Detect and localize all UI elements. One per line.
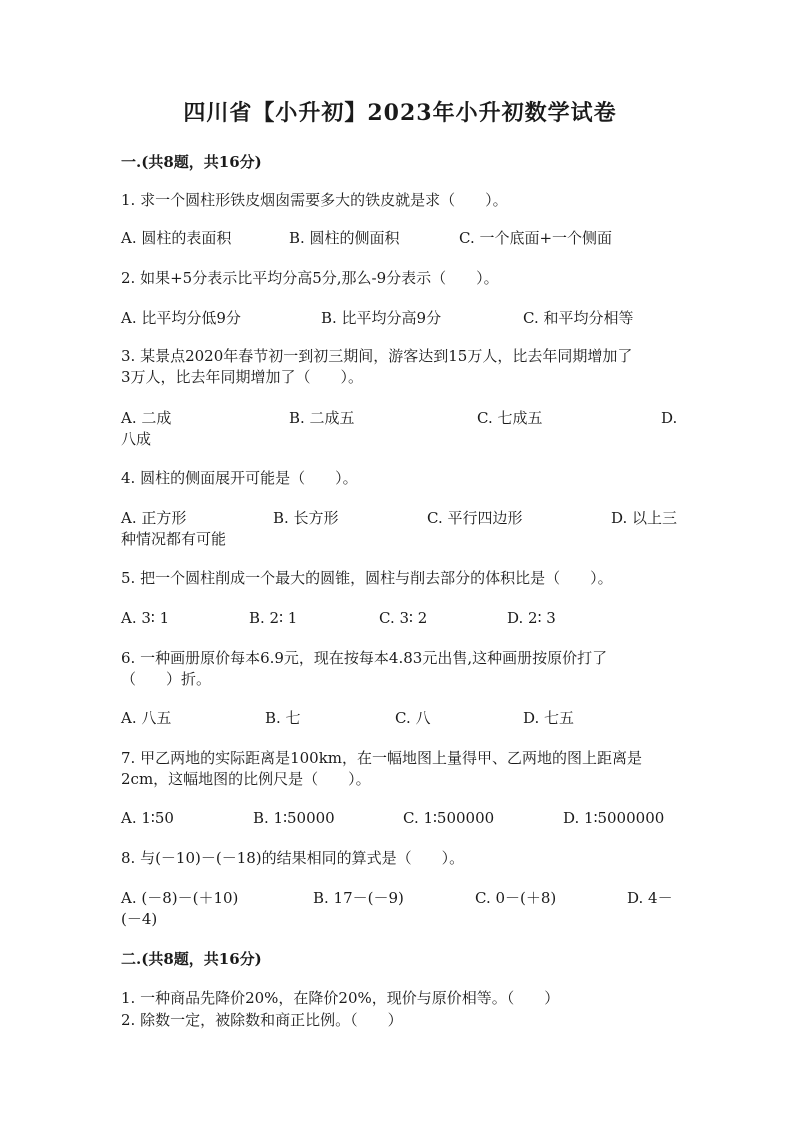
option-c[interactable]: C. 3∶ 2 (379, 609, 428, 627)
option-d[interactable]: D. 4－ (627, 889, 673, 907)
option-c[interactable]: C. 八 (395, 709, 431, 727)
section-heading-2: 二.(共8题，共16分) (121, 950, 262, 968)
option-c[interactable]: C. 七成五 (477, 409, 543, 427)
option-c[interactable]: C. 平行四边形 (427, 509, 523, 527)
question-7-line-1: 7. 甲乙两地的实际距离是100km，在一幅地图上量得甲、乙两地的图上距离是 (121, 749, 643, 767)
section-heading-1: 一.(共8题，共16分) (121, 153, 262, 171)
question-8-options (121, 888, 681, 908)
question-6-line-1: 6. 一种画册原价每本6.9元，现在按每本4.83元出售,这种画册按原价打了 (121, 649, 608, 667)
question-4: 4. 圆柱的侧面展开可能是（ ）。 (121, 469, 358, 487)
question-3-options (121, 408, 681, 428)
option-d-continued: 八成 (121, 430, 152, 448)
option-a[interactable]: A. 二成 (121, 409, 172, 427)
question-7-line-2: 2cm，这幅地图的比例尺是（ ）。 (121, 770, 371, 788)
judgement-question-1: 1. 一种商品先降价20%，在降价20%，现价与原价相等。（ ） (121, 989, 560, 1007)
option-d[interactable]: D. 七五 (523, 709, 575, 727)
option-a[interactable]: A. 比平均分低9分 (121, 309, 241, 327)
option-a[interactable]: A. 3∶ 1 (121, 609, 170, 627)
question-1: 1. 求一个圆柱形铁皮烟囱需要多大的铁皮就是求（ ）。 (121, 191, 508, 209)
option-d[interactable]: D. 2∶ 3 (507, 609, 556, 627)
question-3-line-2: 3万人，比去年同期增加了（ ）。 (121, 368, 364, 386)
option-a[interactable]: A. 正方形 (121, 509, 187, 527)
option-a[interactable]: A. 1∶50 (121, 809, 174, 827)
page-title: 四川省【小升初】2023年小升初数学试卷 (183, 100, 617, 126)
question-6-line-2: （ ）折。 (121, 670, 212, 688)
option-b[interactable]: B. 2∶ 1 (249, 609, 298, 627)
question-3-line-1: 3. 某景点2020年春节初一到初三期间，游客达到15万人，比去年同期增加了 (121, 347, 633, 365)
option-d[interactable]: D. (661, 409, 678, 427)
option-d[interactable]: D. 1∶5000000 (563, 809, 665, 827)
question-4-options (121, 508, 681, 528)
option-b[interactable]: B. 七 (265, 709, 301, 727)
option-b[interactable]: B. 圆柱的侧面积 (289, 229, 400, 247)
question-1-options (121, 228, 681, 248)
question-2-options (121, 308, 681, 328)
option-b[interactable]: B. 1∶50000 (253, 809, 335, 827)
question-5-options (121, 608, 681, 628)
option-b[interactable]: B. 17－(－9) (313, 889, 404, 907)
option-a[interactable]: A. 圆柱的表面积 (121, 229, 232, 247)
option-d[interactable]: D. 以上三 (611, 509, 678, 527)
option-a[interactable]: A. (－8)－(＋10) (121, 889, 239, 907)
option-b[interactable]: B. 比平均分高9分 (321, 309, 442, 327)
option-b[interactable]: B. 长方形 (273, 509, 339, 527)
option-a[interactable]: A. 八五 (121, 709, 172, 727)
question-8: 8. 与(－10)－(－18)的结果相同的算式是（ ）。 (121, 849, 465, 867)
option-c[interactable]: C. 一个底面+一个侧面 (459, 229, 613, 247)
option-d-continued: 种情况都有可能 (121, 530, 227, 548)
question-7-options (121, 808, 681, 828)
question-2: 2. 如果+5分表示比平均分高5分,那么-9分表示（ ）。 (121, 269, 499, 287)
question-5: 5. 把一个圆柱削成一个最大的圆锥，圆柱与削去部分的体积比是（ ）。 (121, 569, 613, 587)
option-b[interactable]: B. 二成五 (289, 409, 355, 427)
option-c[interactable]: C. 0－(＋8) (475, 889, 557, 907)
option-d-continued: (－4) (121, 910, 158, 928)
judgement-question-2: 2. 除数一定，被除数和商正比例。（ ） (121, 1011, 403, 1029)
option-c[interactable]: C. 1∶500000 (403, 809, 495, 827)
option-c[interactable]: C. 和平均分相等 (523, 309, 634, 327)
question-6-options (121, 708, 681, 728)
